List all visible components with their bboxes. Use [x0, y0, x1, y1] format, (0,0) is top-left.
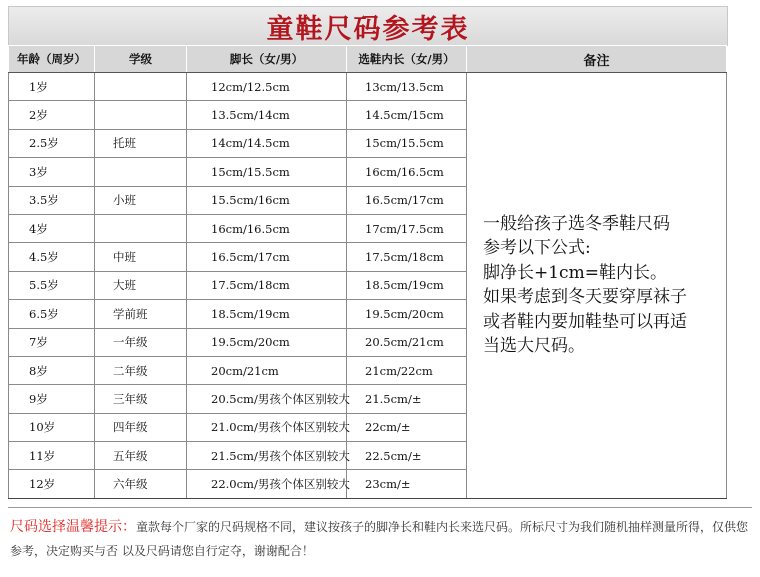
cell-grade: 六年级 [95, 470, 187, 498]
cell-age: 4岁 [9, 214, 95, 242]
note-line: 脚净长+1cm=鞋内长。 [483, 262, 667, 283]
cell-age: 2岁 [9, 101, 95, 129]
tip-block [10, 515, 752, 563]
cell-shoe: 19.5cm/20cm [347, 300, 467, 328]
cell-grade: 二年级 [95, 356, 187, 384]
cell-grade: 大班 [95, 271, 187, 299]
cell-age: 3.5岁 [9, 186, 95, 214]
cell-age: 9岁 [9, 385, 95, 413]
note-cell [467, 73, 727, 499]
note-line: 参考以下公式: [483, 238, 591, 259]
cell-foot: 12cm/12.5cm [187, 73, 347, 101]
cell-foot: 19.5cm/20cm [187, 328, 347, 356]
cell-shoe: 22.5cm/± [347, 442, 467, 470]
note-line: 如果考虑到冬天要穿厚袜子 [483, 287, 687, 308]
cell-shoe: 17.5cm/18cm [347, 243, 467, 271]
cell-grade [95, 158, 187, 186]
cell-foot: 15cm/15.5cm [187, 158, 347, 186]
cell-grade: 五年级 [95, 442, 187, 470]
note-line: 当选大尺码。 [483, 336, 585, 357]
cell-shoe: 15cm/15.5cm [347, 129, 467, 157]
cell-shoe: 23cm/± [347, 470, 467, 498]
divider [8, 507, 752, 508]
cell-grade: 四年级 [95, 413, 187, 441]
cell-grade [95, 214, 187, 242]
cell-shoe: 16cm/16.5cm [347, 158, 467, 186]
cell-shoe: 14.5cm/15cm [347, 101, 467, 129]
cell-age: 7岁 [9, 328, 95, 356]
note-line: 或者鞋内要加鞋垫可以再适 [483, 311, 687, 332]
cell-shoe: 22cm/± [347, 413, 467, 441]
tip-label: 尺码选择温馨提示： [10, 519, 136, 535]
cell-foot: 20.5cm/男孩个体区别较大 [187, 385, 347, 413]
header-shoe: 选鞋内长（女/男） [347, 46, 467, 73]
cell-foot: 15.5cm/16cm [187, 186, 347, 214]
size-table [8, 45, 727, 499]
cell-age: 10岁 [9, 413, 95, 441]
cell-grade: 学前班 [95, 300, 187, 328]
page-title: 童鞋尺码参考表 [266, 13, 470, 45]
cell-age: 4.5岁 [9, 243, 95, 271]
tip-text: 童款每个厂家的尺码规格不同，建议按孩子的脚净长和鞋内长来选尺码。所标尺寸为我们随机抽样测量所得，仅供您参考，决定购买与否 以及尺码请您自行定夺，谢谢配合！ [10, 520, 749, 558]
cell-age: 3岁 [9, 158, 95, 186]
cell-age: 6.5岁 [9, 300, 95, 328]
cell-foot: 14cm/14.5cm [187, 129, 347, 157]
cell-age: 12岁 [9, 470, 95, 498]
cell-foot: 17.5cm/18cm [187, 271, 347, 299]
header-note: 备注 [467, 46, 727, 73]
cell-shoe: 16.5cm/17cm [347, 186, 467, 214]
cell-shoe: 18.5cm/19cm [347, 271, 467, 299]
title-bar [8, 6, 728, 46]
table-row [9, 73, 727, 101]
header-grade: 学级 [95, 46, 187, 73]
cell-foot: 20cm/21cm [187, 356, 347, 384]
cell-age: 1岁 [9, 73, 95, 101]
header-row [9, 46, 727, 73]
cell-foot: 16cm/16.5cm [187, 214, 347, 242]
cell-foot: 18.5cm/19cm [187, 300, 347, 328]
cell-grade [95, 101, 187, 129]
cell-foot: 21.0cm/男孩个体区别较大 [187, 413, 347, 441]
cell-grade: 一年级 [95, 328, 187, 356]
cell-grade [95, 73, 187, 101]
cell-age: 8岁 [9, 356, 95, 384]
cell-grade: 托班 [95, 129, 187, 157]
cell-grade: 中班 [95, 243, 187, 271]
cell-shoe: 21cm/22cm [347, 356, 467, 384]
cell-age: 2.5岁 [9, 129, 95, 157]
cell-foot: 13.5cm/14cm [187, 101, 347, 129]
cell-shoe: 20.5cm/21cm [347, 328, 467, 356]
cell-age: 5.5岁 [9, 271, 95, 299]
cell-age: 11岁 [9, 442, 95, 470]
note-line: 一般给孩子选冬季鞋尺码 [483, 213, 670, 234]
cell-shoe: 21.5cm/± [347, 385, 467, 413]
cell-foot: 22.0cm/男孩个体区别较大 [187, 470, 347, 498]
cell-foot: 16.5cm/17cm [187, 243, 347, 271]
header-age: 年龄（周岁） [9, 46, 95, 73]
cell-shoe: 17cm/17.5cm [347, 214, 467, 242]
cell-foot: 21.5cm/男孩个体区别较大 [187, 442, 347, 470]
cell-shoe: 13cm/13.5cm [347, 73, 467, 101]
cell-grade: 三年级 [95, 385, 187, 413]
cell-grade: 小班 [95, 186, 187, 214]
header-foot: 脚长（女/男） [187, 46, 347, 73]
